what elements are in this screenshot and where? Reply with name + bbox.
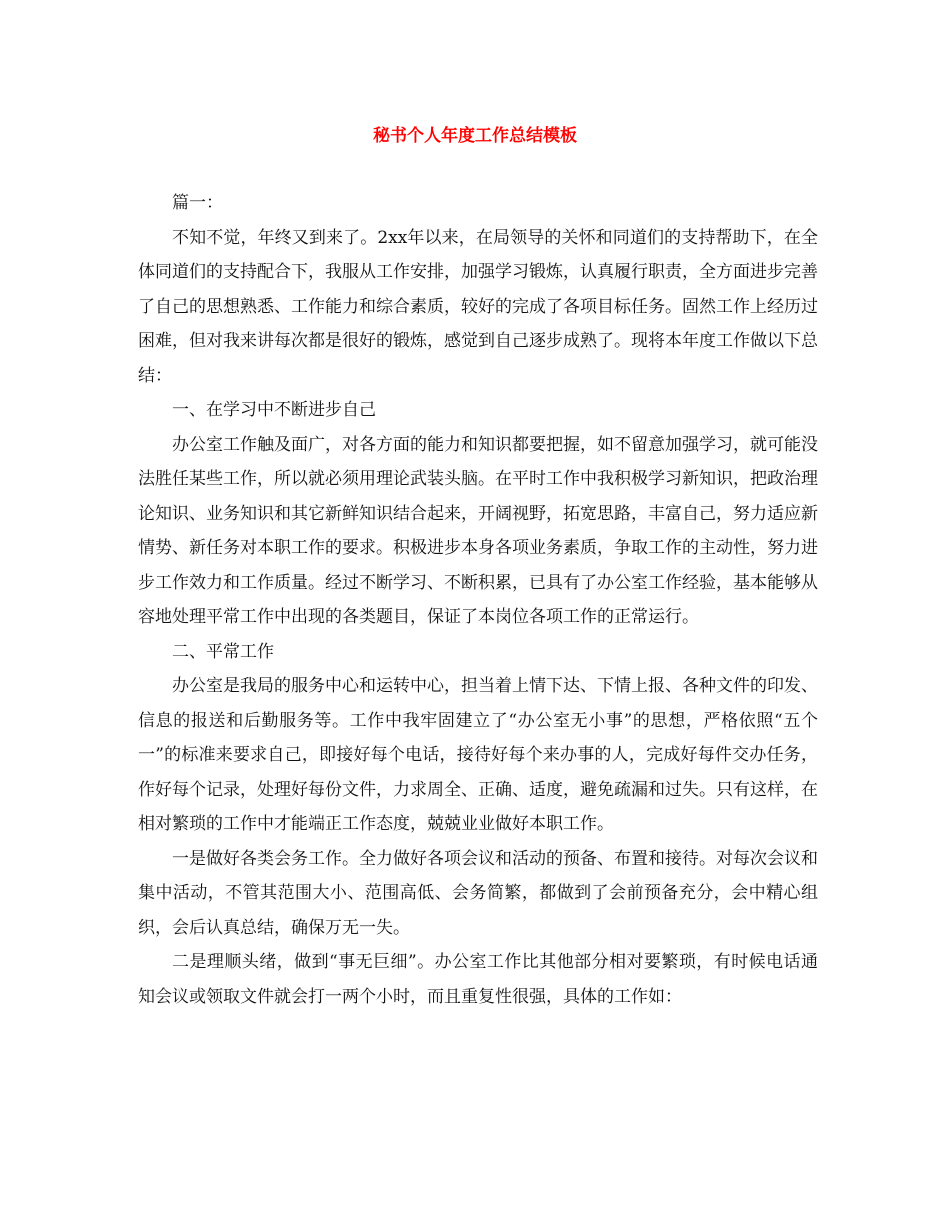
- paragraph-daily-work: 办公室是我局的服务中心和运转中心，担当着上情下达、下情上报、各种文件的印发、信息的报送和后勤服务等。工作中我牢固建立了“办公室无小事”的思想，严格依照“五个一”的标准来要求自己，即接好每个电话，接待好每个来办事的人，完成好每件交办任务，作好每个记录，处理好每份文件，力求周全、正确、适度，避免疏漏和过失。只有这样，在相对繁琐的工作中才能端正工作态度，兢兢业业做好本职工作。: [138, 676, 818, 834]
- paragraph-details: 二是理顺头绪，做到“事无巨细”。办公室工作比其他部分相对要繁琐，有时候电话通知会议或领取文件就会打一两个小时，而且重复性很强，具体的工作如：: [138, 952, 818, 1007]
- paragraph-intro: 不知不觉，年终又到来了。2xx年以来，在局领导的关怀和同道们的支持帮助下，在全体同道们的支持配合下，我服从工作安排，加强学习锻炼，认真履行职责，全方面进步完善了自己的思想熟悉、工作能力和综合素质，较好的完成了各项目标任务。固然工作上经历过困难，但对我来讲每次都是很好的锻炼，感觉到自己逐步成熟了。现将本年度工作做以下总结：: [138, 227, 818, 386]
- section-heading-daily-work: 二、平常工作: [172, 641, 274, 662]
- section-heading-part-one: 篇一：: [172, 193, 223, 213]
- section-heading-study: 一、在学习中不断进步自己: [172, 400, 376, 420]
- document-body: [138, 186, 818, 1014]
- paragraph-study: 办公室工作触及面广，对各方面的能力和知识都要把握，如不留意加强学习，就可能没法胜任某些工作，所以就必须用理论武装头脑。在平时工作中我积极学习新知识，把政治理论知识、业务知识和其它新鲜知识结合起来，开阔视野，拓宽思路，丰富自己，努力适应新情势、新任务对本职工作的要求。积极进步本身各项业务素质，争取工作的主动性，努力进步工作效力和工作质量。经过不断学习、不断积累，已具有了办公室工作经验，基本能够从容地处理平常工作中出现的各类题目，保证了本岗位各项工作的正常运行。: [138, 434, 818, 627]
- paragraph-meetings: 一是做好各类会务工作。全力做好各项会议和活动的预备、布置和接待。对每次会议和集中活动，不管其范围大小、范围高低、会务简繁，都做到了会前预备充分，会中精心组织，会后认真总结，确保万无一失。: [138, 848, 818, 938]
- document-title: 秘书个人年度工作总结模板: [373, 126, 577, 146]
